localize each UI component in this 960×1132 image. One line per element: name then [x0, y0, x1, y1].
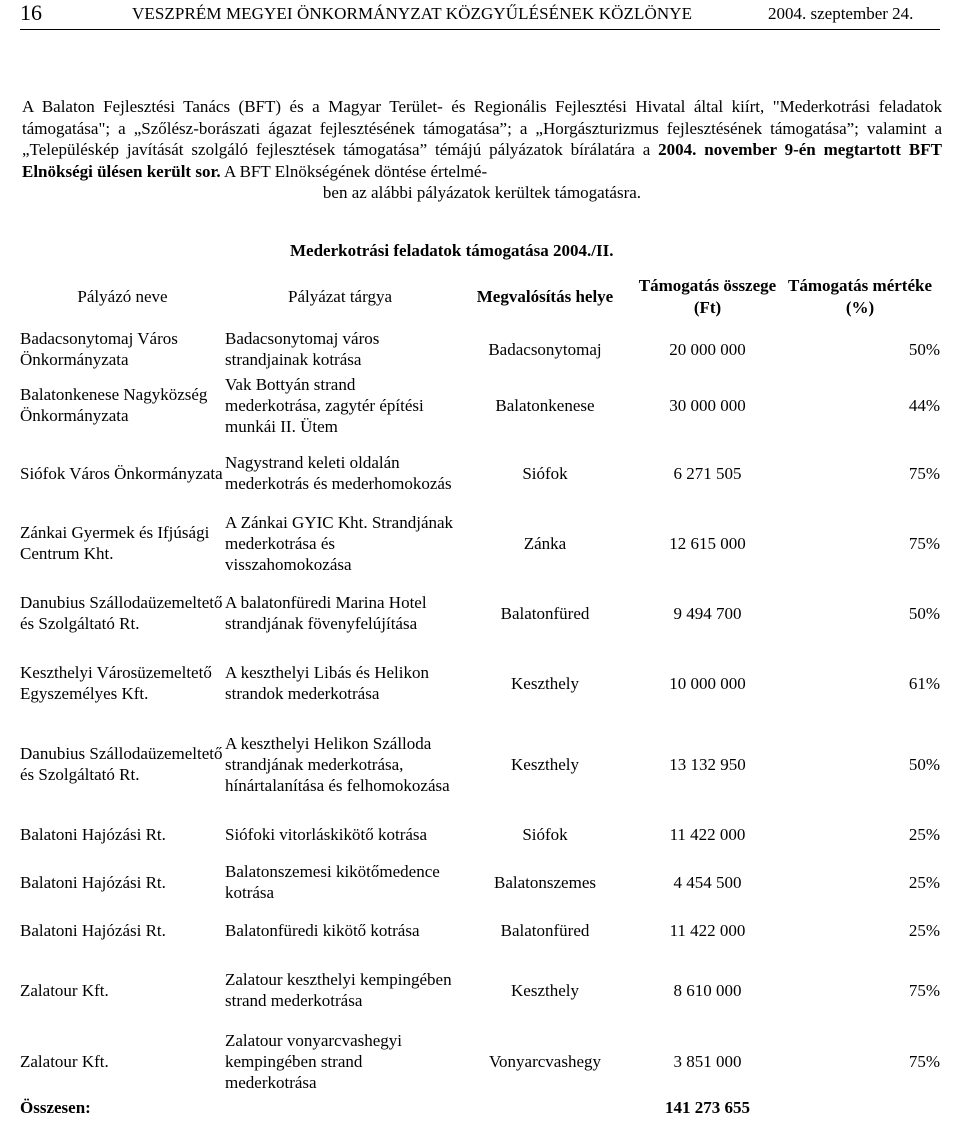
subject-cell: Zalatour keszthelyi kempingében strand mederkotrása	[225, 970, 452, 1010]
applicant-cell: Zalatour Kft.	[20, 980, 109, 1000]
subject-cell: A keszthelyi Helikon Szálloda strandjának mederkotrása, hínártalanítása és felhomokozása	[225, 733, 450, 795]
place-cell: Balatonfüred	[500, 603, 590, 623]
subject-cell: Balatonfüredi kikötő kotrása	[225, 920, 420, 940]
intro-paragraph	[22, 96, 942, 204]
total-value: 141 273 655	[665, 1098, 750, 1117]
subject-cell: Nagystrand keleti oldalán mederkotrás és mederhomokozás	[225, 453, 452, 493]
table-row	[20, 508, 940, 578]
table-row	[20, 954, 940, 1026]
table-row	[20, 718, 940, 810]
applicant-cell: Zalatour Kft.	[20, 1051, 109, 1071]
issue-date: 2004. szeptember 24.	[768, 4, 914, 23]
amount-cell: 11 422 000	[669, 824, 746, 844]
subject-cell: Balatonszemesi kikötőmedence kotrása	[225, 862, 440, 902]
table-row	[20, 906, 940, 954]
amount-cell: 30 000 000	[669, 395, 746, 415]
amount-cell: 9 494 700	[673, 603, 742, 623]
place-cell: Vonyarcvashegy	[488, 1051, 602, 1071]
place-cell: Zánka	[523, 533, 567, 553]
header-applicant: Pályázó neve	[77, 287, 168, 306]
place-cell: Siófok	[522, 463, 568, 483]
amount-cell: 3 851 000	[673, 1051, 742, 1071]
header-place: Megvalósítás helye	[476, 287, 614, 306]
place-cell: Badacsonytomaj	[488, 339, 602, 359]
subject-cell: Badacsonytomaj város strandjainak kotrása	[225, 329, 380, 369]
table-row	[20, 858, 940, 906]
subject-cell: A balatonfüredi Marina Hotel strandjának fövenyfelújítása	[225, 593, 427, 633]
table-row	[20, 326, 940, 372]
rate-cell: 50%	[908, 603, 940, 623]
header-subject: Pályázat tárgya	[287, 287, 392, 306]
rate-cell: 25%	[908, 920, 940, 940]
rate-cell: 75%	[908, 1051, 940, 1071]
amount-cell: 13 132 950	[669, 754, 746, 774]
place-cell: Keszthely	[511, 754, 579, 774]
table-row	[20, 438, 940, 508]
place-cell: Balatonszemes	[494, 872, 596, 892]
table-title: Mederkotrási feladatok támogatása 2004./II.	[290, 241, 614, 260]
applicant-cell: Balatoni Hajózási Rt.	[20, 920, 166, 940]
place-cell: Keszthely	[511, 673, 579, 693]
applicant-cell: Danubius Szállodaüzemeltető és Szolgáltató Rt.	[20, 593, 223, 633]
subject-cell: A keszthelyi Libás és Helikon strandok mederkotrása	[225, 663, 429, 703]
subject-cell: Vak Bottyán strand mederkotrása, zagytér építési munkái II. Ütem	[225, 374, 424, 436]
place-cell: Siófok	[522, 824, 568, 844]
amount-cell: 8 610 000	[673, 980, 742, 1000]
applicant-cell: Badacsonytomaj Város Önkormányzata	[20, 329, 178, 369]
header-amount: Támogatás összege (Ft)	[638, 276, 777, 317]
applicant-cell: Zánkai Gyermek és Ifjúsági Centrum Kht.	[20, 523, 210, 563]
amount-cell: 4 454 500	[673, 872, 742, 892]
rate-cell: 44%	[908, 395, 940, 415]
journal-title: VESZPRÉM MEGYEI ÖNKORMÁNYZAT KÖZGYŰLÉSÉNEK KÖZLÖNYE	[132, 4, 693, 23]
applicant-cell: Balatoni Hajózási Rt.	[20, 824, 166, 844]
intro-text-1: A Balaton Fejlesztési Tanács (BFT) és a Magyar Terület- és Regionális Fejlesztési Hivatal által kiírt, "Mederkotrási feladatok támogatása"; a „Szőlész-borászati ágazat fejlesztésének támogatása”; a „Horgászturizmus fejlesztésének támogatása”; valamint a „Településkép javítását szolgáló fejlesztések támogatása” témájú pályázatok bírálatára a	[22, 97, 942, 160]
applicant-cell: Siófok Város Önkormányzata	[20, 463, 223, 483]
rate-cell: 61%	[908, 673, 940, 693]
rate-cell: 75%	[908, 533, 940, 553]
amount-cell: 12 615 000	[669, 533, 746, 553]
table-row	[20, 578, 940, 648]
amount-cell: 11 422 000	[669, 920, 746, 940]
total-row	[20, 1096, 940, 1120]
amount-cell: 20 000 000	[669, 339, 746, 359]
table-row	[20, 648, 940, 718]
rate-cell: 75%	[908, 980, 940, 1000]
applicant-cell: Keszthelyi Városüzemeltető Egyszemélyes Kft.	[20, 663, 212, 703]
rate-cell: 25%	[908, 872, 940, 892]
page-number: 16	[20, 0, 42, 25]
applicant-cell: Balatoni Hajózási Rt.	[20, 872, 166, 892]
intro-text-2: A BFT Elnökségének döntése értelmé-	[220, 161, 488, 181]
place-cell: Balatonfüred	[500, 920, 590, 940]
table-row	[20, 1026, 940, 1096]
applicant-cell: Balatonkenese Nagyközség Önkormányzata	[20, 385, 208, 425]
place-cell: Balatonkenese	[495, 395, 595, 415]
applicant-cell: Danubius Szállodaüzemeltető és Szolgáltató Rt.	[20, 744, 223, 784]
rate-cell: 75%	[908, 463, 940, 483]
rate-cell: 25%	[908, 824, 940, 844]
rate-cell: 50%	[908, 339, 940, 359]
header-rule	[20, 29, 940, 30]
table-header-row	[20, 268, 940, 326]
amount-cell: 6 271 505	[673, 463, 742, 483]
table-row	[20, 810, 940, 858]
place-cell: Keszthely	[511, 980, 579, 1000]
grants-table	[20, 268, 940, 1120]
amount-cell: 10 000 000	[669, 673, 746, 693]
intro-text-last: ben az alábbi pályázatok kerültek támogatásra.	[322, 183, 642, 203]
subject-cell: Zalatour vonyarcvashegyi kempingében strand mederkotrása	[225, 1030, 403, 1092]
subject-cell: Siófoki vitorláskikötő kotrása	[225, 824, 428, 844]
header-rate: Támogatás mértéke (%)	[788, 276, 932, 317]
table-row	[20, 372, 940, 438]
subject-cell: A Zánkai GYIC Kht. Strandjának mederkotrása és visszahomokozása	[225, 512, 454, 574]
intro-text-bold: 2004. november 9-én megtartott BFT Elnökségi ülésen került sor.	[22, 140, 942, 181]
page-header	[20, 0, 940, 30]
rate-cell: 50%	[908, 754, 940, 774]
total-label: Összesen:	[20, 1098, 91, 1117]
